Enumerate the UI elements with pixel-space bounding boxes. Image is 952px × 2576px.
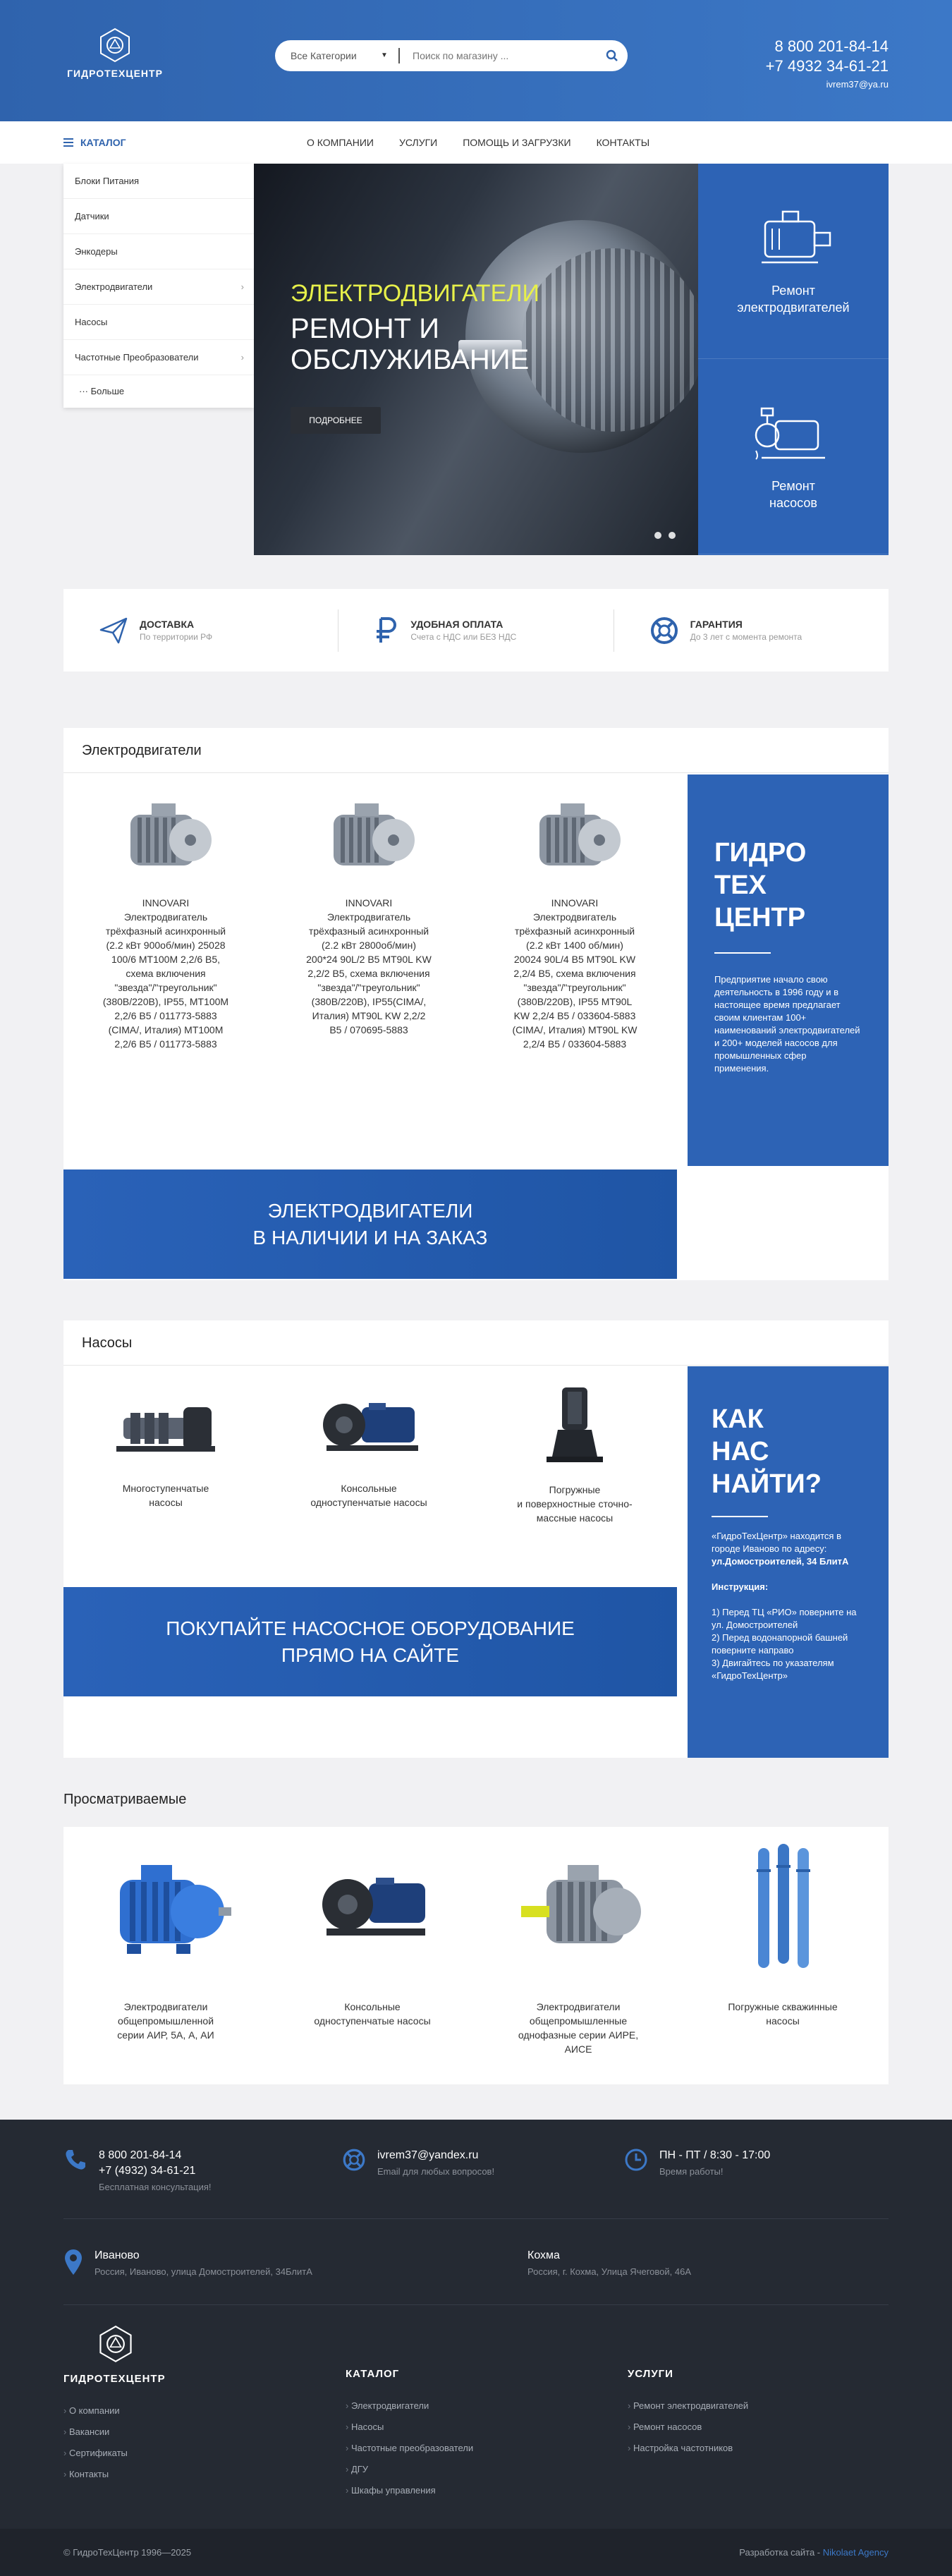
search-input[interactable]	[400, 50, 597, 61]
pumps-promo-banner[interactable]	[63, 1587, 677, 1696]
product-title: Консольные	[344, 2001, 401, 2012]
product-title: массные насосы	[536, 1512, 614, 1524]
email-link[interactable]: ivrem37@ya.ru	[826, 79, 889, 90]
footer-office	[63, 2248, 312, 2277]
paper-plane-icon	[99, 616, 128, 645]
feature-sub: Счета с НДС или БЕЗ НДС	[410, 632, 517, 642]
footer-link[interactable]: › Частотные преобразователи	[346, 2438, 473, 2459]
footer-phone[interactable]: 8 800 201-84-14	[99, 2149, 182, 2161]
motor-product-image	[109, 794, 222, 878]
sidebar-item-label: Частотные Преобразователи	[75, 352, 199, 363]
feature-delivery	[63, 609, 338, 652]
footer-contact-note: Email для любых вопросов!	[377, 2166, 495, 2177]
product-title: INNOVARI Электродвигатель трёхфазный асинхронный (2.2 кВт 2800об/мин) 200*24 90L/2 B5 MT90L KW 2,2/2 B5, схема включения "звезда"/"треугольник" (380В/220В), IP55(CIMA/, Италия) MT90L KW 2,2/2 B5 / 070695-5883	[306, 897, 432, 1035]
product-card[interactable]	[88, 1841, 243, 2042]
info-title-line: ТЕХ	[714, 870, 767, 900]
footer-column-title: УСЛУГИ	[628, 2368, 673, 2380]
promo-line: ПОКУПАЙТЕ НАСОСНОЕ ОБОРУДОВАНИЕ	[166, 1617, 575, 1639]
service-label: Ремонт	[771, 479, 815, 493]
phone-icon	[63, 2148, 87, 2172]
header	[0, 0, 952, 121]
catalog-label: КАТАЛОГ	[80, 137, 126, 148]
sidebar-more[interactable]	[63, 375, 254, 408]
hamburger-icon	[63, 138, 73, 147]
banner-title	[291, 313, 529, 375]
footer-link[interactable]: › О компании	[63, 2400, 166, 2422]
logo-icon	[96, 2324, 135, 2364]
lifebuoy-icon	[342, 2148, 366, 2172]
slider-dot[interactable]	[669, 532, 676, 539]
promo-line: ПРЯМО НА САЙТЕ	[281, 1644, 460, 1666]
footer-link[interactable]: › ДГУ	[346, 2459, 473, 2480]
feature-title: ГАРАНТИЯ	[690, 619, 743, 630]
office-address: Россия, Иваново, улица Домостроителей, 34БлитА	[94, 2266, 312, 2277]
sidebar-item-label: Электродвигатели	[75, 281, 153, 292]
divider	[63, 2218, 889, 2219]
feature-sub: До 3 лет с момента ремонта	[690, 632, 803, 642]
product-card[interactable]	[295, 1841, 450, 2028]
banner-title-line: ОБСЛУЖИВАНИЕ	[291, 344, 530, 375]
footer-link[interactable]: › Насосы	[346, 2417, 473, 2438]
product-title: INNOVARI Электродвигатель трёхфазный асинхронный (2.2 кВт 1400 об/мин) 20024 90L/4 B5 MT90L KW 2,2/4 B5, схема включения "звезда"/"треугольник" (380В/220В), IP55 MT90L KW 2,2/4 B5 / 033604-5883 (CIMA/, Италия) MT90L KW 2,2/4 B5 / 033604-5883	[512, 897, 637, 1050]
product-card[interactable]	[102, 794, 229, 1051]
chevron-right-icon: ›	[240, 281, 244, 292]
catalog-sidebar	[63, 164, 254, 408]
footer-brand	[63, 2324, 166, 2485]
pump-product-image	[305, 1841, 439, 1975]
motor-product-image	[99, 1841, 233, 1975]
info-divider	[712, 1516, 768, 1517]
pump-icon	[747, 401, 839, 465]
info-step: 3) Двигайтесь по указателям «ГидроТехЦентр»	[712, 1658, 834, 1681]
service-pump-repair[interactable]	[698, 359, 889, 554]
services-panel	[698, 164, 889, 555]
pump-product-image	[518, 1386, 631, 1471]
footer-link[interactable]: › Электродвигатели	[346, 2395, 473, 2417]
copyright: © ГидроТехЦентр 1996—2025	[63, 2547, 192, 2558]
product-card[interactable]	[511, 794, 638, 1051]
info-divider	[714, 952, 771, 954]
feature-title: УДОБНАЯ ОПЛАТА	[410, 619, 504, 630]
info-title-line: НАС	[712, 1437, 769, 1466]
search-bar	[275, 40, 628, 71]
footer-catalog	[346, 2368, 473, 2501]
footer-link[interactable]: › Вакансии	[63, 2422, 166, 2443]
product-card[interactable]	[92, 1386, 240, 1509]
info-title-line: ГИДРО	[714, 838, 807, 868]
banner-more-button[interactable]: ПОДРОБНЕЕ	[291, 407, 381, 434]
promo-line: В НАЛИЧИИ И НА ЗАКАЗ	[252, 1226, 488, 1248]
main-nav	[0, 121, 952, 164]
office-address: Россия, г. Кохма, Улица Ячеговой, 46А	[527, 2266, 691, 2277]
product-card[interactable]	[295, 1386, 443, 1509]
footer-contact-note: Бесплатная консультация!	[99, 2182, 212, 2192]
ruble-icon	[374, 616, 399, 645]
pump-product-image	[312, 1386, 425, 1464]
sidebar-item-label: Насосы	[75, 317, 108, 327]
motor-icon	[747, 206, 839, 269]
footer-link[interactable]: › Шкафы управления	[346, 2480, 473, 2501]
product-title: Электродвигатели	[536, 2001, 621, 2012]
product-title: серии АИР, 5А, А, АИ	[117, 2029, 214, 2041]
clock-icon	[624, 2148, 648, 2172]
logo-icon	[97, 27, 133, 63]
hero-banner	[254, 164, 698, 555]
section-title: Насосы	[63, 1320, 889, 1366]
phone-link[interactable]: 8 800 201-84-14	[774, 37, 889, 55]
product-title: Погружные	[549, 1484, 601, 1495]
feature-sub: По территории РФ	[140, 632, 213, 642]
product-title: одноступенчатые насосы	[310, 1497, 427, 1508]
banner-subtitle: ЭЛЕКТРОДВИГАТЕЛИ	[291, 280, 539, 307]
developer-credit	[739, 2547, 889, 2558]
footer-link[interactable]: › Ремонт электродвигателей	[628, 2395, 748, 2417]
footer-link[interactable]: › Контакты	[63, 2464, 166, 2485]
product-title: и поверхностные сточно-	[517, 1498, 633, 1509]
product-title: Консольные	[341, 1483, 397, 1494]
product-title: насосы	[766, 2015, 800, 2027]
footer-email[interactable]: ivrem37@yandex.ru	[377, 2149, 479, 2161]
sidebar-item[interactable]	[63, 234, 254, 269]
search-icon	[606, 49, 618, 62]
feature-payment	[338, 609, 614, 652]
sidebar-item[interactable]	[63, 305, 254, 340]
service-motor-repair[interactable]	[698, 164, 889, 359]
product-card[interactable]	[501, 1386, 649, 1525]
info-title-line: КАК	[712, 1404, 764, 1434]
section-title: Электродвигатели	[63, 728, 889, 773]
chevron-right-icon: ›	[240, 352, 244, 363]
footer-phone[interactable]: +7 (4932) 34-61-21	[99, 2165, 196, 2177]
features-bar	[63, 589, 889, 672]
feature-title: ДОСТАВКА	[140, 619, 195, 630]
info-text: «ГидроТехЦентр» находится в городе Иваново по адресу:	[712, 1531, 841, 1554]
divider	[63, 2304, 889, 2305]
sidebar-item-label: Датчики	[75, 211, 109, 221]
info-step: 1) Перед ТЦ «РИО» поверните на ул. Домостроителей	[712, 1607, 857, 1630]
footer-logo-text: ГИДРОТЕХЦЕНТР	[63, 2373, 166, 2385]
footer-link[interactable]: › Настройка частотников	[628, 2438, 748, 2459]
product-title: Многоступенчатые	[122, 1483, 209, 1494]
service-label: электродвигателей	[737, 300, 850, 315]
logo[interactable]	[62, 27, 168, 79]
footer-column-title: КАТАЛОГ	[346, 2368, 400, 2380]
footer-contact-phone	[63, 2148, 212, 2192]
info-title-line: ЦЕНТР	[714, 903, 806, 932]
category-select-value: Все Категории	[291, 50, 357, 61]
product-card[interactable]	[705, 1841, 860, 2028]
sidebar-item-label: Блоки Питания	[75, 176, 140, 186]
footer	[0, 2120, 952, 2529]
motor-product-image	[518, 794, 631, 878]
product-card[interactable]	[305, 794, 432, 1037]
sidebar-item[interactable]	[63, 340, 254, 375]
product-card[interactable]	[501, 1841, 656, 2056]
footer-link[interactable]: › Ремонт насосов	[628, 2417, 748, 2438]
product-title: насосы	[149, 1497, 183, 1508]
motor-product-image	[312, 794, 425, 878]
info-address: ул.Домостроителей, 34 БлитА	[712, 1556, 849, 1567]
developer-link[interactable]: Nikolaet Agency	[822, 2547, 889, 2558]
footer-services	[628, 2368, 748, 2459]
product-title: INNOVARI Электродвигатель трёхфазный асинхронный (2.2 кВт 900об/мин) 25028 100/6 MT100M 2,2/6 B5, схема включения "звезда"/"треугольник" (380В/220В), IP55, MT100M 2,2/6 B5 / 011773-5883 (CIMA/, Италия) MT100M 2,2/6 B5 / 011773-5883	[102, 897, 229, 1050]
sidebar-more-label: Больше	[90, 386, 125, 396]
motor-fins	[522, 248, 698, 432]
product-title: АИСЕ	[564, 2043, 592, 2055]
header-contacts	[766, 37, 889, 90]
footer-contact-email	[342, 2148, 494, 2177]
nav-item-services[interactable]: УСЛУГИ	[398, 137, 438, 148]
banner-title-line: РЕМОНТ И	[291, 313, 439, 344]
footer-office	[527, 2248, 691, 2277]
service-label: Ремонт	[771, 284, 815, 298]
nav-item-help[interactable]: ПОМОЩЬ И ЗАГРУЗКИ	[463, 137, 571, 148]
sidebar-item-label: Энкодеры	[75, 246, 118, 257]
service-label: насосов	[769, 496, 817, 510]
caret-down-icon: ▼	[381, 51, 388, 59]
info-instruction-title: Инструкция:	[712, 1581, 769, 1592]
nav-item-about[interactable]: О КОМПАНИИ	[307, 137, 374, 148]
slider-dots	[654, 532, 676, 539]
viewed-heading: Просматриваемые	[63, 1792, 187, 1807]
motors-promo-banner[interactable]	[63, 1169, 677, 1279]
product-title: одноступенчатые насосы	[314, 2015, 431, 2027]
product-title: общепромышленные	[529, 2015, 628, 2027]
search-button[interactable]	[597, 40, 628, 71]
footer-bottom-bar	[0, 2529, 952, 2576]
product-title: однофазные серии АИРЕ,	[518, 2029, 639, 2041]
footer-contact-note: Время работы!	[659, 2166, 724, 2177]
logo-text: ГИДРОТЕХЦЕНТР	[67, 68, 163, 79]
developer-prefix: Разработка сайта -	[739, 2547, 823, 2558]
pump-product-image	[109, 1386, 222, 1464]
nav-item-contacts[interactable]: КОНТАКТЫ	[596, 137, 650, 148]
footer-hours: ПН - ПТ / 8:30 - 17:00	[659, 2149, 771, 2161]
promo-line: ЭЛЕКТРОДВИГАТЕЛИ	[267, 1199, 473, 1222]
info-title-line: НАЙТИ?	[712, 1469, 822, 1499]
feature-warranty	[614, 609, 889, 652]
product-title: Электродвигатели	[123, 2001, 208, 2012]
lifebuoy-icon	[649, 616, 679, 645]
footer-link[interactable]: › Сертификаты	[63, 2443, 166, 2464]
borehole-pump-image	[716, 1841, 850, 1975]
info-step: 2) Перед водонапорной башней поверните направо	[712, 1632, 848, 1655]
info-text: Предприятие начало свою деятельность в 1996 году и в настоящее время предлагает своим клиентам 100+ наименований электродвигателей и 200+ моделей насосов для промышленных сфер применения.	[714, 974, 860, 1074]
catalog-button[interactable]	[63, 137, 126, 148]
category-select[interactable]	[275, 50, 398, 61]
sidebar-item[interactable]	[63, 164, 254, 199]
map-pin-icon	[63, 2248, 83, 2276]
footer-contact-hours	[624, 2148, 770, 2177]
location-info-panel	[688, 1366, 889, 1758]
motor-product-image	[511, 1841, 645, 1975]
office-city: Кохма	[527, 2249, 560, 2261]
product-title: общепромышленной	[117, 2015, 214, 2027]
product-title: Погружные скважинные	[728, 2001, 838, 2012]
sidebar-item[interactable]	[63, 199, 254, 234]
sidebar-item[interactable]	[63, 269, 254, 305]
office-city: Иваново	[94, 2249, 140, 2261]
phone-link[interactable]: +7 4932 34-61-21	[765, 57, 889, 75]
company-info-panel	[688, 774, 889, 1166]
dots-icon: ···	[79, 386, 88, 396]
slider-dot[interactable]	[654, 532, 661, 539]
